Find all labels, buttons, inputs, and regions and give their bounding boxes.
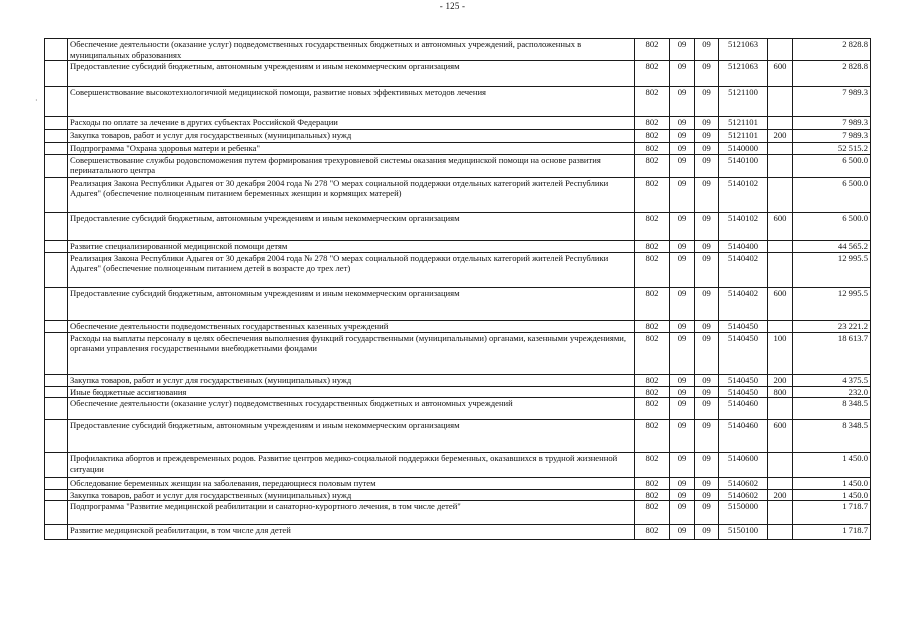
cell-sum: 7 989.3	[793, 117, 871, 130]
cell-csr: 5140102	[719, 177, 768, 212]
cell-sum: 1 450.0	[793, 478, 871, 490]
cell-vr	[768, 117, 793, 130]
cell-sum: 6 500.0	[793, 177, 871, 212]
cell-ved: 802	[635, 489, 670, 501]
cell-desc: Реализация Закона Республики Адыгея от 30 декабря 2004 года № 278 "О мерах социальной поддержки отдельных категорий жителей Республики Адыгея" (обеспечение полноценным питанием беременных женщин и кормящих матерей)	[68, 177, 635, 212]
cell-pr: 09	[695, 117, 719, 130]
row-index-cell	[45, 386, 68, 398]
table-row	[45, 130, 871, 143]
cell-sum: 8 348.5	[793, 420, 871, 453]
table-row	[45, 320, 871, 332]
table-row	[45, 212, 871, 240]
cell-pr: 09	[695, 252, 719, 287]
cell-csr: 5140400	[719, 240, 768, 252]
row-index-cell	[45, 240, 68, 252]
row-index-cell	[45, 332, 68, 374]
cell-rz: 09	[670, 398, 695, 420]
row-index-cell	[45, 489, 68, 501]
cell-csr: 5140602	[719, 489, 768, 501]
cell-pr: 09	[695, 39, 719, 61]
cell-rz: 09	[670, 287, 695, 320]
row-index-cell	[45, 130, 68, 143]
row-index-cell	[45, 212, 68, 240]
cell-pr: 09	[695, 478, 719, 490]
table-body	[45, 39, 871, 540]
row-index-cell	[45, 501, 68, 525]
cell-sum: 18 613.7	[793, 332, 871, 374]
cell-vr	[768, 143, 793, 155]
cell-rz: 09	[670, 177, 695, 212]
cell-pr: 09	[695, 489, 719, 501]
cell-pr: 09	[695, 287, 719, 320]
table-row	[45, 287, 871, 320]
cell-csr: 5140450	[719, 374, 768, 386]
budget-table	[44, 38, 871, 540]
row-index-cell	[45, 287, 68, 320]
cell-rz: 09	[670, 143, 695, 155]
cell-sum: 7 989.3	[793, 130, 871, 143]
cell-desc: Обеспечение деятельности (оказание услуг) подведомственных государственных бюджетных и автономных учреждений	[68, 398, 635, 420]
cell-rz: 09	[670, 212, 695, 240]
cell-sum: 232.0	[793, 386, 871, 398]
cell-sum: 2 828.8	[793, 61, 871, 87]
cell-csr: 5121063	[719, 39, 768, 61]
cell-ved: 802	[635, 420, 670, 453]
table-row	[45, 252, 871, 287]
cell-rz: 09	[670, 525, 695, 540]
cell-vr	[768, 240, 793, 252]
cell-csr: 5121063	[719, 61, 768, 87]
cell-desc: Обеспечение деятельности (оказание услуг) подведомственных государственных бюджетных и автономных учреждений, расположенных в муниципальных образованиях	[68, 39, 635, 61]
table-row	[45, 87, 871, 117]
cell-rz: 09	[670, 453, 695, 478]
row-index-cell	[45, 117, 68, 130]
cell-ved: 802	[635, 143, 670, 155]
cell-vr	[768, 453, 793, 478]
margin-mark: ·	[35, 96, 38, 105]
table-row	[45, 501, 871, 525]
cell-pr: 09	[695, 177, 719, 212]
cell-csr: 5140450	[719, 332, 768, 374]
table-row	[45, 374, 871, 386]
table-row	[45, 39, 871, 61]
cell-ved: 802	[635, 154, 670, 177]
table-row	[45, 154, 871, 177]
cell-ved: 802	[635, 374, 670, 386]
cell-sum: 44 565.2	[793, 240, 871, 252]
cell-rz: 09	[670, 117, 695, 130]
cell-desc: Совершенствование высокотехнологичной медицинской помощи, развитие новых эффективных методов лечения	[68, 87, 635, 117]
cell-pr: 09	[695, 453, 719, 478]
table-row	[45, 489, 871, 501]
cell-sum: 1 718.7	[793, 525, 871, 540]
cell-rz: 09	[670, 240, 695, 252]
cell-vr: 200	[768, 489, 793, 501]
row-index-cell	[45, 525, 68, 540]
cell-pr: 09	[695, 525, 719, 540]
cell-rz: 09	[670, 87, 695, 117]
cell-pr: 09	[695, 143, 719, 155]
cell-csr: 5121100	[719, 87, 768, 117]
cell-vr	[768, 252, 793, 287]
row-index-cell	[45, 61, 68, 87]
cell-pr: 09	[695, 154, 719, 177]
cell-vr	[768, 501, 793, 525]
table-row	[45, 177, 871, 212]
cell-csr: 5121101	[719, 117, 768, 130]
cell-vr	[768, 154, 793, 177]
cell-sum: 1 450.0	[793, 453, 871, 478]
cell-vr: 600	[768, 287, 793, 320]
cell-csr: 5150100	[719, 525, 768, 540]
cell-ved: 802	[635, 501, 670, 525]
table-row	[45, 398, 871, 420]
cell-vr: 600	[768, 420, 793, 453]
cell-desc: Расходы на выплаты персоналу в целях обеспечения выполнения функций государственными (муниципальными) органами, казенными учреждениями, органами управления государственными внебюджетными фондами	[68, 332, 635, 374]
cell-desc: Реализация Закона Республики Адыгея от 30 декабря 2004 года № 278 "О мерах социальной поддержки отдельных категорий жителей Республики Адыгея" (обеспечение полноценным питанием детей в возрасте до трех лет)	[68, 252, 635, 287]
cell-csr: 5140460	[719, 420, 768, 453]
row-index-cell	[45, 398, 68, 420]
cell-desc: Развитие специализированной медицинской помощи детям	[68, 240, 635, 252]
cell-desc: Закупка товаров, работ и услуг для государственных (муниципальных) нужд	[68, 130, 635, 143]
cell-desc: Профилактика абортов и преждевременных родов. Развитие центров медико-социальной поддержки беременных, оказавшихся в трудной жизненной ситуации	[68, 453, 635, 478]
cell-pr: 09	[695, 240, 719, 252]
cell-rz: 09	[670, 501, 695, 525]
cell-ved: 802	[635, 386, 670, 398]
cell-vr	[768, 398, 793, 420]
cell-rz: 09	[670, 130, 695, 143]
cell-vr: 200	[768, 374, 793, 386]
row-index-cell	[45, 420, 68, 453]
cell-sum: 23 221.2	[793, 320, 871, 332]
cell-sum: 2 828.8	[793, 39, 871, 61]
cell-ved: 802	[635, 117, 670, 130]
cell-csr: 5140602	[719, 478, 768, 490]
cell-ved: 802	[635, 61, 670, 87]
cell-ved: 802	[635, 240, 670, 252]
cell-pr: 09	[695, 374, 719, 386]
row-index-cell	[45, 374, 68, 386]
cell-rz: 09	[670, 374, 695, 386]
cell-ved: 802	[635, 177, 670, 212]
cell-desc: Совершенствование службы родовспоможения путем формирования трехуровневой системы оказания медицинской помощи на основе развития перинатального центра	[68, 154, 635, 177]
cell-vr: 600	[768, 212, 793, 240]
cell-csr: 5140100	[719, 154, 768, 177]
table-row	[45, 386, 871, 398]
cell-sum: 6 500.0	[793, 154, 871, 177]
cell-csr: 5140402	[719, 287, 768, 320]
cell-pr: 09	[695, 420, 719, 453]
cell-pr: 09	[695, 130, 719, 143]
cell-rz: 09	[670, 39, 695, 61]
cell-vr: 200	[768, 130, 793, 143]
cell-pr: 09	[695, 501, 719, 525]
cell-desc: Предоставление субсидий бюджетным, автономным учреждениям и иным некоммерческим организациям	[68, 212, 635, 240]
cell-csr: 5140402	[719, 252, 768, 287]
cell-desc: Предоставление субсидий бюджетным, автономным учреждениям и иным некоммерческим организациям	[68, 287, 635, 320]
cell-sum: 12 995.5	[793, 252, 871, 287]
cell-pr: 09	[695, 212, 719, 240]
cell-sum: 6 500.0	[793, 212, 871, 240]
cell-vr	[768, 525, 793, 540]
cell-csr: 5140102	[719, 212, 768, 240]
cell-ved: 802	[635, 212, 670, 240]
cell-desc: Обследование беременных женщин на заболевания, передающиеся половым путем	[68, 478, 635, 490]
cell-pr: 09	[695, 398, 719, 420]
cell-pr: 09	[695, 386, 719, 398]
cell-desc: Подпрограмма "Развитие медицинской реабилитации и санаторно-курортного лечения, в том числе детей"	[68, 501, 635, 525]
row-index-cell	[45, 154, 68, 177]
cell-rz: 09	[670, 320, 695, 332]
cell-ved: 802	[635, 252, 670, 287]
cell-ved: 802	[635, 525, 670, 540]
table-row	[45, 117, 871, 130]
cell-csr: 5140460	[719, 398, 768, 420]
cell-ved: 802	[635, 478, 670, 490]
cell-desc: Закупка товаров, работ и услуг для государственных (муниципальных) нужд	[68, 489, 635, 501]
table-row	[45, 332, 871, 374]
cell-ved: 802	[635, 332, 670, 374]
cell-rz: 09	[670, 252, 695, 287]
cell-ved: 802	[635, 287, 670, 320]
cell-sum: 7 989.3	[793, 87, 871, 117]
cell-csr: 5121101	[719, 130, 768, 143]
cell-vr	[768, 39, 793, 61]
cell-sum: 12 995.5	[793, 287, 871, 320]
cell-sum: 52 515.2	[793, 143, 871, 155]
cell-sum: 1 718.7	[793, 501, 871, 525]
row-index-cell	[45, 87, 68, 117]
cell-desc: Предоставление субсидий бюджетным, автономным учреждениям и иным некоммерческим организациям	[68, 420, 635, 453]
cell-vr: 100	[768, 332, 793, 374]
cell-pr: 09	[695, 320, 719, 332]
cell-sum: 1 450.0	[793, 489, 871, 501]
cell-ved: 802	[635, 87, 670, 117]
cell-csr: 5150000	[719, 501, 768, 525]
table-row	[45, 525, 871, 540]
row-index-cell	[45, 252, 68, 287]
cell-ved: 802	[635, 453, 670, 478]
cell-ved: 802	[635, 398, 670, 420]
table-row	[45, 240, 871, 252]
cell-pr: 09	[695, 332, 719, 374]
cell-desc: Иные бюджетные ассигнования	[68, 386, 635, 398]
table-row	[45, 453, 871, 478]
cell-csr: 5140450	[719, 386, 768, 398]
page-number: - 125 -	[439, 1, 466, 11]
cell-pr: 09	[695, 87, 719, 117]
cell-ved: 802	[635, 130, 670, 143]
cell-desc: Обеспечение деятельности подведомственных государственных казенных учреждений	[68, 320, 635, 332]
cell-desc: Предоставление субсидий бюджетным, автономным учреждениям и иным некоммерческим организациям	[68, 61, 635, 87]
cell-csr: 5140600	[719, 453, 768, 478]
cell-vr	[768, 320, 793, 332]
cell-rz: 09	[670, 154, 695, 177]
row-index-cell	[45, 177, 68, 212]
cell-rz: 09	[670, 61, 695, 87]
table-row	[45, 61, 871, 87]
cell-vr	[768, 87, 793, 117]
table-row	[45, 420, 871, 453]
cell-sum: 8 348.5	[793, 398, 871, 420]
row-index-cell	[45, 39, 68, 61]
cell-ved: 802	[635, 320, 670, 332]
cell-rz: 09	[670, 332, 695, 374]
cell-rz: 09	[670, 420, 695, 453]
cell-csr: 5140000	[719, 143, 768, 155]
cell-pr: 09	[695, 61, 719, 87]
table-row	[45, 143, 871, 155]
row-index-cell	[45, 320, 68, 332]
cell-desc: Развитие медицинской реабилитации, в том числе для детей	[68, 525, 635, 540]
cell-csr: 5140450	[719, 320, 768, 332]
cell-desc: Расходы по оплате за лечение в других субъектах Российской Федерации	[68, 117, 635, 130]
cell-vr	[768, 177, 793, 212]
row-index-cell	[45, 143, 68, 155]
cell-rz: 09	[670, 478, 695, 490]
cell-sum: 4 375.5	[793, 374, 871, 386]
cell-desc: Подпрограмма "Охрана здоровья матери и ребенка"	[68, 143, 635, 155]
table-row	[45, 478, 871, 490]
cell-vr	[768, 478, 793, 490]
cell-rz: 09	[670, 386, 695, 398]
row-index-cell	[45, 453, 68, 478]
cell-desc: Закупка товаров, работ и услуг для государственных (муниципальных) нужд	[68, 374, 635, 386]
row-index-cell	[45, 478, 68, 490]
cell-vr: 800	[768, 386, 793, 398]
cell-vr: 600	[768, 61, 793, 87]
cell-rz: 09	[670, 489, 695, 501]
cell-ved: 802	[635, 39, 670, 61]
